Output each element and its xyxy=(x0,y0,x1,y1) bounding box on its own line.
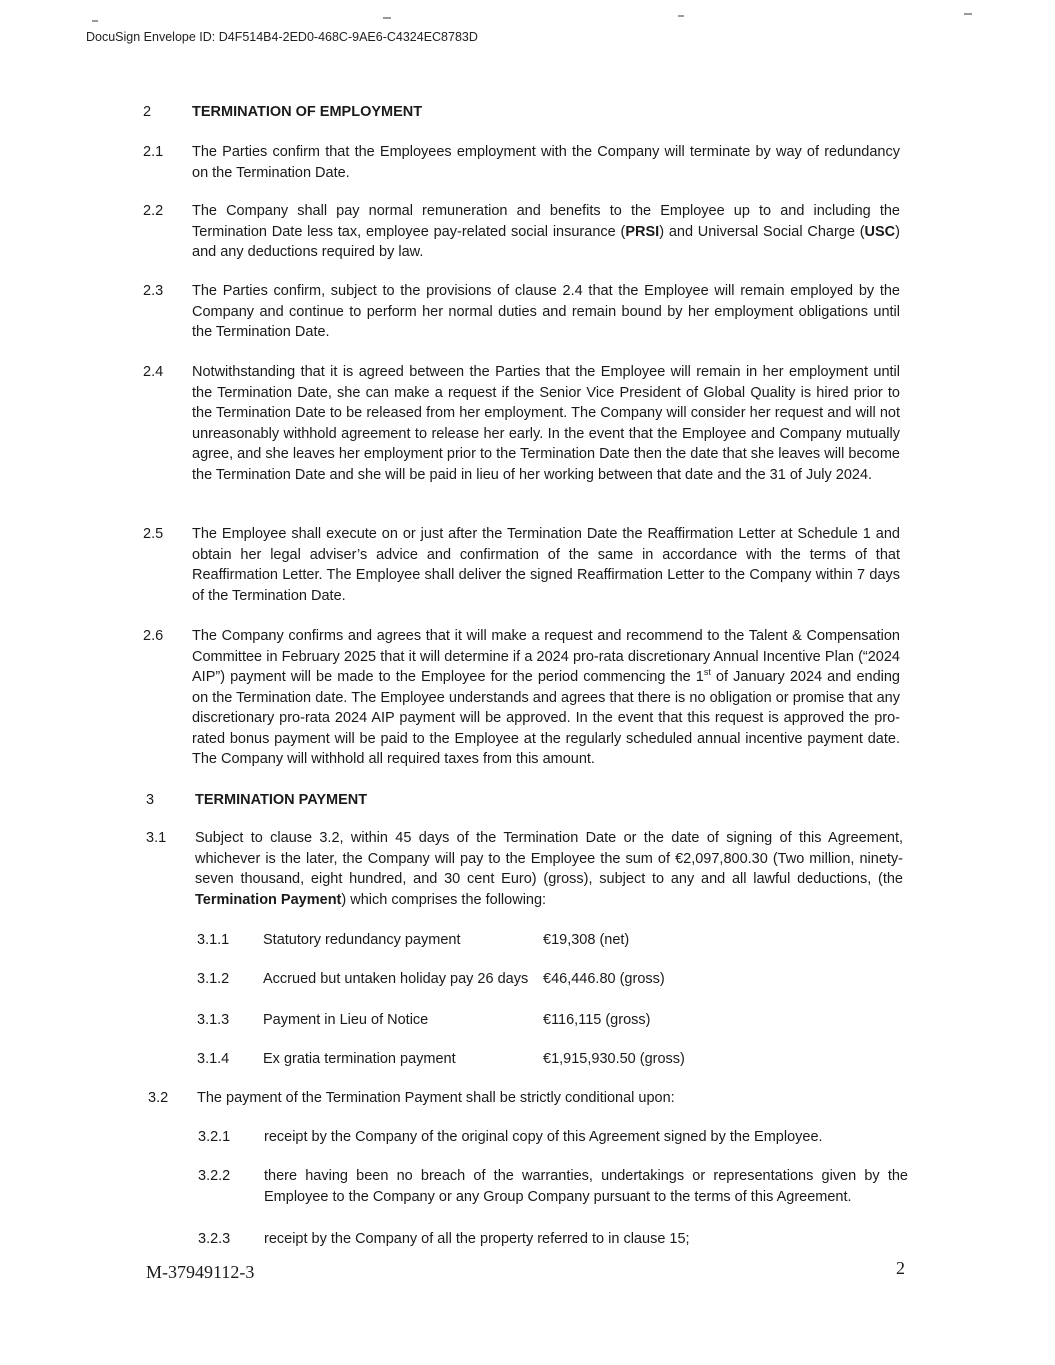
section-title: TERMINATION PAYMENT xyxy=(195,792,368,808)
document-reference: M-37949112-3 xyxy=(146,1262,255,1282)
section-title: TERMINATION OF EMPLOYMENT xyxy=(192,104,423,120)
payment-number: 3.1.3 xyxy=(197,1012,230,1028)
scan-artifact xyxy=(92,20,98,22)
clause-number: 2.4 xyxy=(143,364,164,380)
clause-number: 3.1 xyxy=(146,830,167,846)
condition-text: there having been no breach of the warranties, undertakings or representations given by the Employee to the Company or any Group Company pursuant to the terms of this Agreement. xyxy=(264,1168,908,1205)
payment-number: 3.1.2 xyxy=(197,971,230,987)
clause-text: The Company shall pay normal remuneration and benefits to the Employee up to and including the Termination Date less tax, employee pay-related social insurance (PRSI) and Universal Social Charge (USC) and any deductions required by law. xyxy=(192,203,900,260)
clause-text: The Parties confirm, subject to the provisions of clause 2.4 that the Employee will remain employed by the Company and continue to perform her normal duties and remain bound by her employment obligations until the Termination Date. xyxy=(192,283,900,340)
page-number: 2 xyxy=(896,1258,905,1278)
scan-artifact xyxy=(964,13,972,15)
payment-label: Ex gratia termination payment xyxy=(263,1051,456,1067)
condition-number: 3.2.1 xyxy=(198,1129,231,1145)
clause-number: 2.1 xyxy=(143,144,164,160)
condition-text: receipt by the Company of all the property referred to in clause 15; xyxy=(264,1231,690,1247)
scan-artifact xyxy=(383,17,391,19)
scan-artifact xyxy=(678,15,684,17)
payment-label: Accrued but untaken holiday pay 26 days xyxy=(263,971,529,987)
docusign-envelope-id: DocuSign Envelope ID: D4F514B4-2ED0-468C-9AE6-C4324EC8783D xyxy=(86,30,478,44)
condition-number: 3.2.3 xyxy=(198,1231,231,1247)
section-number: 2 xyxy=(143,104,152,120)
clause-text: The Employee shall execute on or just after the Termination Date the Reaffirmation Letter at Schedule 1 and obtain her legal adviser’s advice and confirmation of the same in accordance with the terms of that Reaffirmation Letter. The Employee shall deliver the signed Reaffirmation Letter to the Company within 7 days of the Termination Date. xyxy=(192,526,900,604)
condition-number: 3.2.2 xyxy=(198,1168,231,1184)
payment-amount: €46,446.80 (gross) xyxy=(543,971,665,987)
payment-number: 3.1.4 xyxy=(197,1051,230,1067)
condition-text: receipt by the Company of the original copy of this Agreement signed by the Employee. xyxy=(264,1129,823,1145)
clause-text: The payment of the Termination Payment shall be strictly conditional upon: xyxy=(197,1090,675,1106)
clause-text: The Parties confirm that the Employees employment with the Company will terminate by way of redundancy on the Termination Date. xyxy=(192,144,900,181)
payment-amount: €19,308 (net) xyxy=(543,932,630,948)
clause-number: 2.6 xyxy=(143,628,164,644)
clause-number: 3.2 xyxy=(148,1090,169,1106)
clause-text: Notwithstanding that it is agreed between the Parties that the Employee will remain in her employment until the Termination Date, she can make a request if the Senior Vice President of Global Quality is hired prior to the Termination Date to be released from her employment. The Company will consider her request and will not unreasonably withhold agreement to release her early. In the event that the Employee and Company mutually agree, and she leaves her employment prior to the Termination Date then the date that she leaves will become the Termination Date and she will be paid in lieu of her working between that date and the 31 of July 2024. xyxy=(192,364,900,483)
section-number: 3 xyxy=(146,792,155,808)
payment-amount: €1,915,930.50 (gross) xyxy=(543,1051,685,1067)
payment-amount: €116,115 (gross) xyxy=(543,1012,651,1028)
payment-number: 3.1.1 xyxy=(197,932,230,948)
clause-text: The Company confirms and agrees that it will make a request and recommend to the Talent & Compensation Committee in February 2025 that it will determine if a 2024 pro-rata discretionary Annual Incentive Plan (“2024 AIP”) payment will be made to the Employee for the period commencing the 1st of January 2024 and ending on the Termination date. The Employee understands and agrees that there is no obligation or promise that any discretionary pro-rata 2024 AIP payment will be approved. In the event that this request is approved the pro-rated bonus payment will be paid to the Employee at the regularly scheduled annual incentive payment date. The Company will withhold all required taxes from this amount. xyxy=(192,628,900,767)
clause-text: Subject to clause 3.2, within 45 days of the Termination Date or the date of signing of this Agreement, whichever is the later, the Company will pay to the Employee the sum of €2,097,800.30 (Two million, ninety-seven thousand, eight hundred, and 30 cent Euro) (gross), subject to any and all lawful deductions, (the Termination Payment) which comprises the following: xyxy=(195,830,903,908)
clause-number: 2.5 xyxy=(143,526,164,542)
payment-label: Payment in Lieu of Notice xyxy=(263,1012,429,1028)
payment-label: Statutory redundancy payment xyxy=(263,932,461,948)
clause-number: 2.2 xyxy=(143,203,164,219)
clause-number: 2.3 xyxy=(143,283,164,299)
